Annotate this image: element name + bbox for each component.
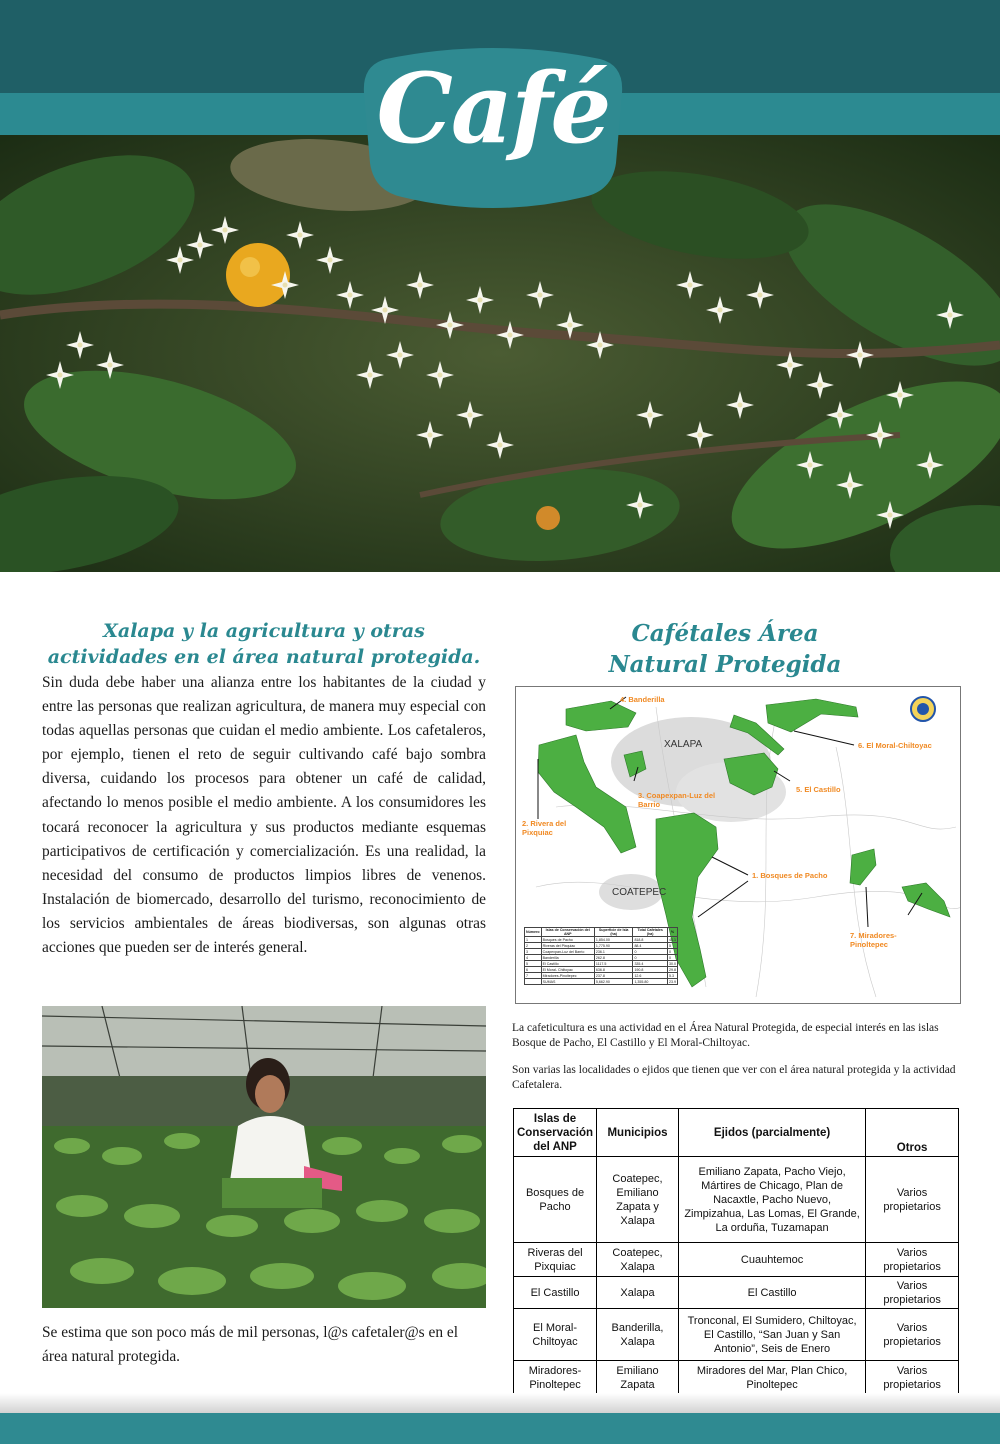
mini-table-cell: 1,854.00	[594, 937, 633, 943]
mini-table-cell: 44.1	[668, 937, 676, 942]
mini-table-cell	[525, 979, 542, 985]
mini-table-cell: 3	[525, 949, 542, 955]
mini-table-cell: 7	[525, 973, 542, 979]
mini-table-cell: 12.6	[633, 973, 668, 979]
mini-table-cell: Bosques de Pacho	[541, 937, 594, 943]
mini-table-cell: 29.8	[668, 967, 676, 972]
mini-table-cell: 236.1	[594, 949, 633, 955]
table-row	[514, 1277, 959, 1309]
left-section-heading: Xalapa y la agricultura y otras actividades en el área natural protegida.	[47, 620, 481, 668]
table-cell: Banderilla, Xalapa	[597, 1309, 679, 1361]
mini-table-cell: 0	[633, 949, 668, 955]
mini-table-cell: 0	[667, 955, 677, 961]
map-city-label: COATEPEC	[612, 887, 667, 898]
table-cell: El Castillo	[678, 1277, 865, 1309]
table-cell: Varios propietarios	[866, 1243, 959, 1277]
mini-table-cell: SUMAS	[541, 979, 594, 985]
table-header: Ejidos (parcialmente)	[678, 1109, 865, 1157]
mini-table-cell: 237.8	[594, 973, 633, 979]
mini-table-cell: 0	[667, 949, 677, 955]
table-header: Islas de Conservación del ANP	[514, 1109, 597, 1157]
mini-table-cell: Banderilla	[541, 955, 594, 961]
ejidos-table	[513, 1108, 959, 1395]
table-cell: El Castillo	[514, 1277, 597, 1309]
map-zone-label: 3. Coapexpan-Luz del Barrio	[638, 791, 716, 809]
mini-table-cell: 30.0	[668, 961, 676, 966]
map-zone-label: 6. El Moral-Chiltoyac	[858, 741, 932, 750]
mini-table-cell: 5	[525, 961, 542, 967]
left-caption: Se estima que son poco más de mil personas, l@s cafetaler@s en el área natural protegida.	[42, 1324, 458, 1365]
table-cell: Riveras del Pixquiac	[514, 1243, 597, 1277]
map-zone-label: 7. Miradores-Pinoltepec	[850, 931, 897, 949]
table-cell: Varios propietarios	[866, 1277, 959, 1309]
mini-table-cell: 6	[525, 967, 542, 973]
table-cell: Coatepec, Emiliano Zapata y Xalapa	[597, 1157, 679, 1243]
mini-table-header: Islas de Conservación del ANP	[541, 928, 594, 937]
mini-table-row	[525, 979, 678, 985]
table-cell: Varios propietarios	[866, 1157, 959, 1243]
mini-table-cell: 190.8	[633, 967, 668, 973]
mini-table-cell: 88.4	[633, 943, 668, 949]
mini-table-cell: 5	[667, 943, 677, 949]
mini-table-cell: 2	[525, 943, 542, 949]
table-header: Otros	[866, 1109, 959, 1157]
mini-table-header: %	[667, 928, 677, 937]
mini-table-header: Número	[525, 928, 542, 937]
protected-area-map	[515, 686, 961, 1004]
left-body-paragraph: Sin duda debe haber una alianza entre los habitantes de la ciudad y entre las personas que realizan agricultura, de manera muy especial con todas aquellas personas que cuidan el medio ambiente. Los cafetaleros, por ejemplo, tienen el reto de seguir cultivando café bajo sombra diversa, cuidando los procesos para obtener un café de calidad, afectando lo menos posible el medio ambiente. A los consumidores les tocará reconocer la agricultura y sus productos mediante esquemas participativos de certificación y comercialización. Es una realidad, la necesidad del consumo de productos limpios libres de venenos. Instalación de biomercado, desarrollo del turismo, reconocimiento de los servicios ambientales de áreas biodiversas, son algunas otras acciones que pueden ser de interés general.	[42, 674, 486, 957]
table-row	[514, 1243, 959, 1277]
table-cell: Miradores del Mar, Plan Chico, Pinoltepec	[678, 1361, 865, 1395]
right-paragraph-2: Son varias las localidades o ejidos que tienen que ver con el área natural protegida y la actividad Cafetalera.	[512, 1064, 956, 1091]
logo-cafe-text: Café	[376, 52, 610, 165]
table-cell: Tronconal, El Sumidero, Chiltoyac, El Castillo, “San Juan y San Antonio”, Seis de Enero	[678, 1309, 865, 1361]
table-cell: Cuauhtemoc	[678, 1243, 865, 1277]
mini-table-cell: Riveras del Pixquiac	[541, 943, 594, 949]
mini-table-cell: 23.9	[668, 979, 676, 984]
mini-table-cell: 636.8	[594, 967, 633, 973]
table-row	[514, 1157, 959, 1243]
mini-table-cell: 5.3	[667, 973, 677, 979]
map-zone-label: 2. Rivera del Pixquiac	[522, 819, 567, 837]
mini-table-cell: El Castillo	[541, 961, 594, 967]
table-cell: Xalapa	[597, 1277, 679, 1309]
right-section-heading: Cafétales Área Natural Protegida	[608, 620, 842, 678]
mini-table-cell: 1,775.90	[594, 943, 633, 949]
mini-table-cell: 1117.5	[594, 961, 633, 967]
mini-table-cell: 1	[525, 937, 542, 943]
mini-table-cell: El Moral- Chiltoyac	[541, 967, 594, 973]
mini-table-cell: 335.4	[633, 961, 668, 967]
seedling-nursery-photo	[42, 1006, 486, 1308]
table-cell: El Moral-Chiltoyac	[514, 1309, 597, 1361]
mini-table-cell: 262.8	[594, 955, 633, 961]
mini-table-cell: 1,355.80	[633, 979, 668, 985]
table-row	[514, 1309, 959, 1361]
table-cell: Emiliano Zapata, Pacho Viejo, Mártires de Chicago, Plan de Nacaxtle, Pacho Nuevo, Zimpizahua, Las Lomas, El Grande, La orduña, Tuzamapan	[678, 1157, 865, 1243]
table-row	[514, 1361, 959, 1395]
map-zone-label: 1. Bosques de Pacho	[752, 871, 828, 880]
map-zone-label: 4. Banderilla	[620, 695, 665, 704]
mini-table-cell: Miradores-Pinoltepec	[541, 973, 594, 979]
table-cell: Emiliano Zapata	[597, 1361, 679, 1395]
right-paragraph-1: La cafeticultura es una actividad en el Área Natural Protegida, de especial interés en las islas Bosque de Pacho, El Castillo y El Moral-Chiltoyac.	[512, 1022, 939, 1049]
mini-table-cell: Coapexpan-Luz del Barrio	[541, 949, 594, 955]
mini-table-cell: 818.8	[633, 937, 668, 943]
map-city-label: XALAPA	[664, 739, 703, 750]
footer-shadow	[0, 1393, 1000, 1413]
footer-band	[0, 1413, 1000, 1444]
table-cell: Varios propietarios	[866, 1361, 959, 1395]
mini-table-header: Total Cafetales (ha)	[633, 928, 668, 937]
map-summary-table	[524, 927, 678, 985]
table-header: Municipios	[597, 1109, 679, 1157]
mini-table-header: Superficie de Isla (ha)	[594, 928, 633, 937]
mini-table-cell: 4	[525, 955, 542, 961]
map-zone-label: 5. El Castillo	[796, 785, 841, 794]
mini-table-cell: 0	[633, 955, 668, 961]
mini-table-cell: 5,662.90	[594, 979, 633, 985]
table-cell: Varios propietarios	[866, 1309, 959, 1361]
table-cell: Miradores-Pinoltepec	[514, 1361, 597, 1395]
table-cell: Bosques de Pacho	[514, 1157, 597, 1243]
table-cell: Coatepec, Xalapa	[597, 1243, 679, 1277]
